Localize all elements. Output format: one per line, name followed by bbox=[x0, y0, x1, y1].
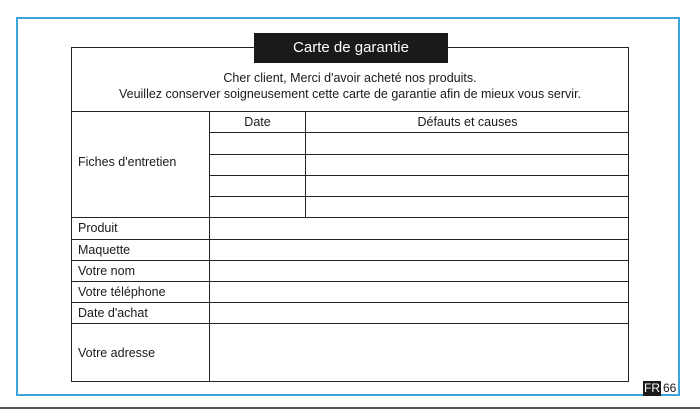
field-label-maquette: Maquette bbox=[78, 243, 131, 257]
page-bottom-rule bbox=[0, 407, 700, 409]
rule-below-intro bbox=[71, 111, 629, 112]
field-telephone[interactable] bbox=[210, 282, 629, 302]
maintenance-date-cell[interactable] bbox=[210, 197, 305, 217]
date-column-header: Date bbox=[244, 115, 271, 129]
card-intro bbox=[71, 70, 629, 102]
maintenance-defects-cell[interactable] bbox=[306, 197, 629, 217]
maintenance-defects-cell[interactable] bbox=[306, 133, 629, 154]
intro-line-1: Cher client, Merci d'avoir acheté nos produits. bbox=[223, 71, 477, 85]
field-label-date-achat: Date d'achat bbox=[78, 306, 148, 320]
maintenance-defects-cell[interactable] bbox=[306, 155, 629, 175]
field-label-produit: Produit bbox=[78, 221, 118, 235]
field-label-adresse: Votre adresse bbox=[78, 346, 156, 360]
intro-line-2: Veuillez conserver soigneusement cette carte de garantie afin de mieux vous servir. bbox=[118, 87, 582, 101]
page-number: 66 bbox=[663, 381, 677, 395]
field-date-achat[interactable] bbox=[210, 303, 629, 323]
field-nom[interactable] bbox=[210, 261, 629, 281]
maintenance-date-cell[interactable] bbox=[210, 133, 305, 154]
maintenance-defects-cell[interactable] bbox=[306, 176, 629, 196]
maintenance-date-cell[interactable] bbox=[210, 155, 305, 175]
card-title: Carte de garantie bbox=[254, 33, 448, 63]
field-label-nom: Votre nom bbox=[78, 264, 135, 278]
language-badge: FR bbox=[644, 381, 660, 395]
field-label-telephone: Votre téléphone bbox=[78, 285, 166, 299]
maintenance-date-cell[interactable] bbox=[210, 176, 305, 196]
maintenance-label: Fiches d'entretien bbox=[78, 155, 177, 169]
field-maquette[interactable] bbox=[210, 240, 629, 260]
field-produit[interactable] bbox=[210, 218, 629, 239]
field-adresse[interactable] bbox=[210, 324, 629, 381]
defects-column-header: Défauts et causes bbox=[417, 115, 518, 129]
